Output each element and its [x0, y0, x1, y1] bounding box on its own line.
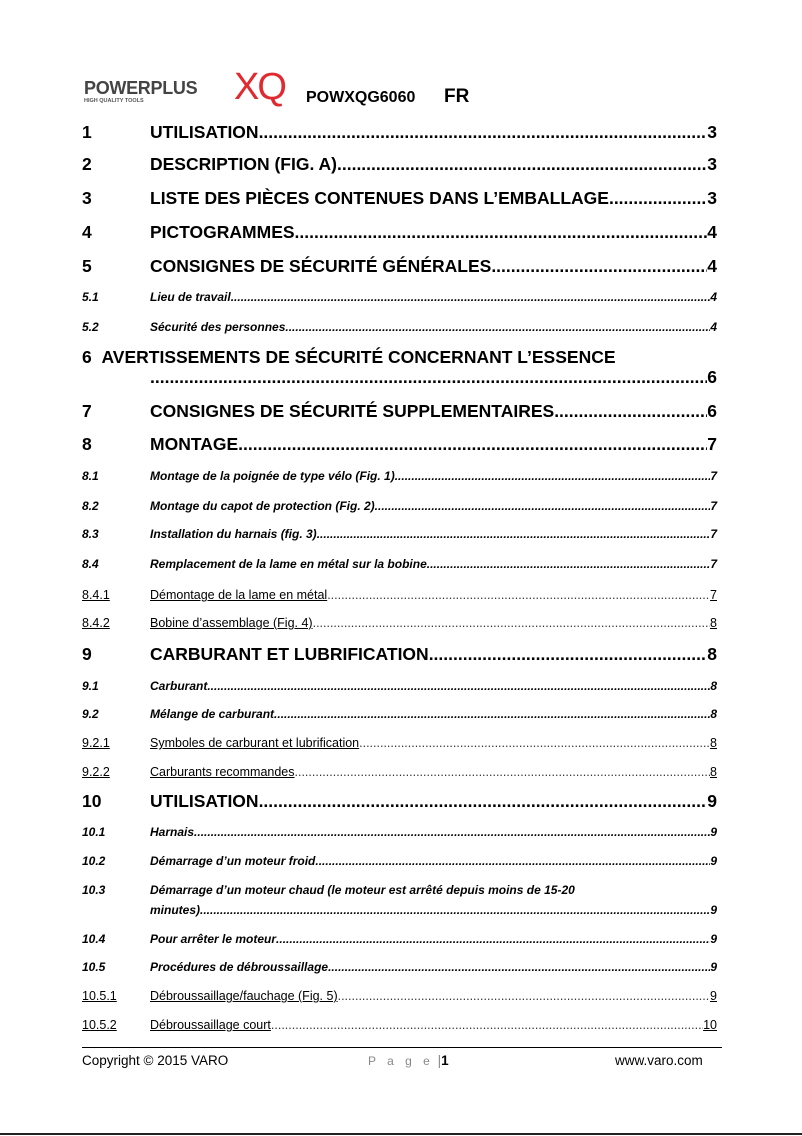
website: www.varo.com [615, 1053, 703, 1068]
toc-title: Montage de la poignée de type vélo (Fig. 1) [150, 469, 395, 483]
toc-page: 9 [710, 932, 717, 946]
toc-page: 7 [710, 469, 717, 483]
toc-number: 7 [82, 401, 92, 421]
toc-page: 4 [710, 320, 717, 334]
toc-page: 9 [707, 791, 717, 811]
toc-entry[interactable] [82, 434, 717, 455]
toc-title: CONSIGNES DE SÉCURITÉ GÉNÉRALES [150, 256, 492, 276]
toc-number: 8.4.1 [82, 588, 110, 602]
toc-number: 10.2 [82, 854, 106, 868]
toc-title: Pour arrêter le moteur [150, 932, 277, 946]
toc-title: Remplacement de la lame en métal sur la bobine [150, 557, 427, 571]
toc-number: 9.2.1 [82, 736, 110, 750]
dot-leader [207, 679, 710, 693]
dot-leader [429, 644, 708, 665]
toc-title: Sécurité des personnes [150, 320, 286, 334]
brand-tagline: HIGH QUALITY TOOLS [84, 98, 144, 104]
toc-title: Symboles de carburant et lubrification [150, 736, 360, 750]
toc-title: Mélange de carburant [150, 707, 275, 721]
toc-number: 5.1 [82, 290, 99, 304]
dot-leader [259, 791, 708, 812]
dot-leader [317, 527, 711, 541]
toc-page: 4 [707, 222, 717, 242]
dot-leader [231, 290, 711, 304]
dot-leader [375, 499, 711, 513]
toc-page: 8 [710, 736, 717, 750]
toc-entry[interactable] [82, 989, 717, 1003]
dot-leader [313, 616, 710, 630]
toc-title: CARBURANT ET LUBRIFICATION [150, 644, 429, 664]
toc-page: 8 [710, 707, 717, 721]
toc-page: 7 [710, 527, 717, 541]
toc-number: 8.2 [82, 499, 99, 513]
toc-number: 10.3 [82, 883, 106, 897]
page-separator: | [437, 1053, 442, 1068]
toc-number: 4 [82, 222, 92, 242]
dot-leader [427, 557, 711, 571]
toc-entry-continued[interactable] [150, 367, 717, 388]
brand-name: POWERPLUS [84, 78, 198, 98]
toc-entry[interactable] [82, 707, 717, 721]
dot-leader [554, 401, 707, 422]
copyright: Copyright © 2015 VARO [82, 1053, 229, 1068]
toc-entry[interactable] [82, 1018, 717, 1032]
toc-number: 10.1 [82, 825, 106, 839]
toc-page: 9 [710, 903, 717, 917]
toc-number: 6 [82, 347, 92, 367]
toc-page: 8 [710, 765, 717, 779]
toc-page: 8 [710, 616, 717, 630]
toc-number: 9.2.2 [82, 765, 110, 779]
dot-leader [337, 154, 707, 175]
toc-page: 4 [710, 290, 717, 304]
toc-title: Carburants recommandes [150, 765, 295, 779]
dot-leader [200, 903, 710, 917]
toc-number: 8.1 [82, 469, 99, 483]
toc-entry[interactable] [82, 854, 717, 868]
toc-entry[interactable] [82, 791, 717, 812]
brand-suffix: XQ [234, 66, 285, 108]
toc-entry[interactable] [82, 679, 717, 693]
dot-leader [395, 469, 711, 483]
toc-entry[interactable] [82, 588, 717, 602]
toc-title: Procédures de débroussaillage [150, 960, 329, 974]
toc-entry[interactable] [82, 290, 717, 304]
toc-page: 3 [707, 122, 717, 142]
toc-number: 5 [82, 256, 92, 276]
toc-number: 8.4 [82, 557, 99, 571]
dot-leader [338, 989, 710, 1003]
dot-leader [609, 188, 707, 209]
toc-title: PICTOGRAMMES [150, 222, 295, 242]
toc-title: Démarrage d’un moteur froid [150, 854, 316, 868]
toc-page: 8 [707, 644, 717, 664]
toc-number: 3 [82, 188, 92, 208]
toc-title: UTILISATION [150, 122, 259, 142]
toc-number: 10.5.1 [82, 989, 117, 1003]
bottom-border [0, 1133, 802, 1135]
toc-entry[interactable] [82, 499, 717, 513]
toc-page: 7 [707, 434, 717, 454]
dot-leader [271, 1018, 703, 1032]
dot-leader [328, 960, 710, 974]
toc-page: 4 [707, 256, 717, 276]
toc-title: MONTAGE [150, 434, 239, 454]
toc-title: DESCRIPTION (FIG. A) [150, 154, 337, 174]
dot-leader [238, 434, 707, 455]
toc-page: 9 [710, 854, 717, 868]
page-number: 1 [441, 1053, 449, 1068]
toc-entry[interactable] [82, 644, 717, 665]
toc-number: 10.4 [82, 932, 106, 946]
toc-page: 10 [703, 1018, 717, 1032]
dot-leader [276, 932, 710, 946]
toc-entry[interactable] [82, 616, 717, 630]
toc-entry[interactable] [82, 883, 717, 897]
toc-entry[interactable] [82, 960, 717, 974]
toc-entry[interactable] [82, 825, 717, 839]
toc-entry[interactable] [82, 401, 717, 422]
language-code: FR [444, 86, 470, 107]
toc-title: LISTE DES PIÈCES CONTENUES DANS L’EMBALLAGE [150, 188, 609, 208]
toc-page: 9 [710, 960, 717, 974]
dot-leader [150, 367, 707, 388]
toc-title: Démontage de la lame en métal [150, 588, 328, 602]
toc-entry[interactable] [82, 347, 717, 368]
toc-entry[interactable] [82, 469, 717, 483]
toc-number: 5.2 [82, 320, 99, 334]
toc-entry[interactable] [82, 222, 717, 243]
toc-number: 10 [82, 791, 102, 811]
toc-title: Montage du capot de protection (Fig. 2) [150, 499, 375, 513]
toc-number: 9.1 [82, 679, 99, 693]
toc-page: 6 [707, 367, 717, 387]
toc-page: 3 [707, 188, 717, 208]
toc-title: UTILISATION [150, 791, 259, 811]
toc-page: 9 [710, 825, 717, 839]
page-label: P a g e [368, 1054, 434, 1068]
dot-leader [315, 854, 710, 868]
toc-number: 10.5 [82, 960, 106, 974]
toc-page: 3 [707, 154, 717, 174]
toc-number: 9 [82, 644, 92, 664]
toc-title: Débroussaillage court [150, 1018, 271, 1032]
footer-divider [82, 1047, 722, 1048]
toc-number: 8.4.2 [82, 616, 110, 630]
dot-leader [274, 707, 710, 721]
toc-title: Installation du harnais (fig. 3) [150, 527, 317, 541]
toc-title: Bobine d’assemblage (Fig. 4) [150, 616, 313, 630]
model-number: POWXQG6060 [306, 89, 416, 106]
dot-leader [295, 222, 708, 243]
toc-number: 1 [82, 122, 92, 142]
toc-page: 8 [710, 679, 717, 693]
toc-entry[interactable] [82, 122, 717, 143]
dot-leader [259, 122, 708, 143]
dot-leader [295, 765, 711, 779]
toc-entry[interactable] [82, 932, 717, 946]
toc-title: AVERTISSEMENTS DE SÉCURITÉ CONCERNANT L’ESSENCE [101, 347, 616, 367]
toc-entry[interactable] [82, 320, 717, 334]
toc-title: Carburant [150, 679, 208, 693]
toc-title: CONSIGNES DE SÉCURITÉ SUPPLEMENTAIRES [150, 401, 555, 421]
toc-entry[interactable] [82, 256, 717, 277]
dot-leader [194, 825, 710, 839]
toc-number: 8.3 [82, 527, 99, 541]
toc-entry[interactable] [82, 765, 717, 779]
toc-entry[interactable] [82, 188, 717, 209]
toc-entry[interactable] [82, 557, 717, 571]
toc-page: 7 [710, 499, 717, 513]
toc-title-continued: minutes) [150, 903, 201, 917]
toc-title: Harnais [150, 825, 195, 839]
toc-number: 10.5.2 [82, 1018, 117, 1032]
toc-entry[interactable] [82, 527, 717, 541]
toc-title: Débroussaillage/fauchage (Fig. 5) [150, 989, 338, 1003]
toc-page: 6 [707, 401, 717, 421]
toc-number: 9.2 [82, 707, 99, 721]
dot-leader [359, 736, 710, 750]
toc-number: 2 [82, 154, 92, 174]
toc-number: 8 [82, 434, 92, 454]
toc-title: Démarrage d’un moteur chaud (le moteur est arrêté depuis moins de 15-20 [150, 883, 575, 897]
dot-leader [285, 320, 710, 334]
page-indicator [368, 1053, 449, 1068]
toc-page: 7 [710, 557, 717, 571]
toc-entry-continued[interactable] [150, 903, 717, 917]
dot-leader [491, 256, 707, 277]
toc-entry[interactable] [82, 736, 717, 750]
toc-entry[interactable] [82, 154, 717, 175]
dot-leader [327, 588, 710, 602]
toc-title: Lieu de travail [150, 290, 231, 304]
toc-page: 9 [710, 989, 717, 1003]
toc-page: 7 [710, 588, 717, 602]
